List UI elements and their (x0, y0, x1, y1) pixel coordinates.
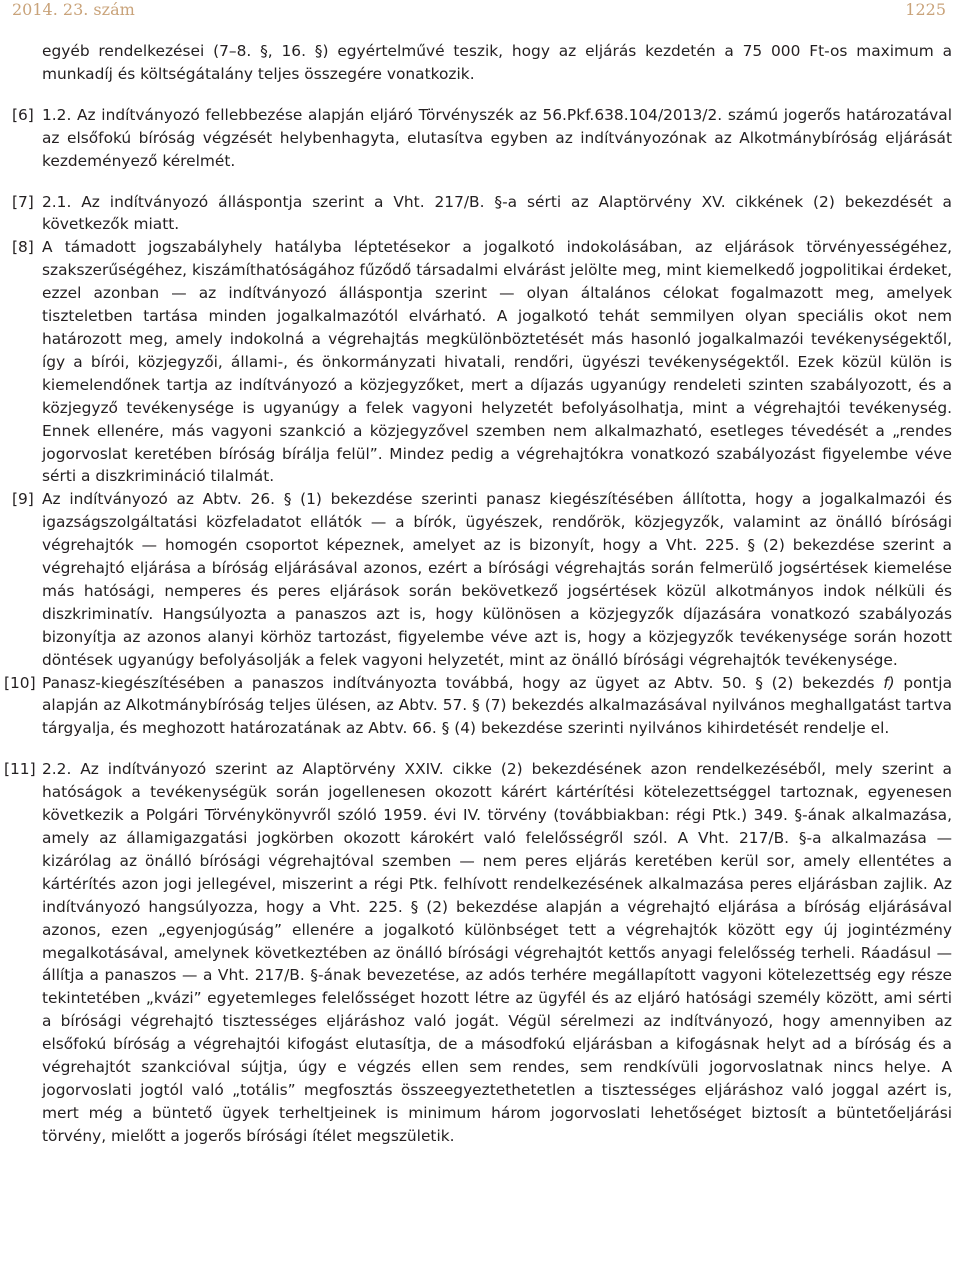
paragraph-number: [10] (4, 673, 36, 692)
paragraph-9 (0, 488, 960, 671)
paragraph-8 (0, 236, 960, 488)
paragraph-number: [9] (12, 490, 34, 509)
paragraph-7 (0, 191, 960, 237)
paragraph-6 (0, 104, 960, 173)
paragraph-text: 1.2. Az indítványozó fellebbezése alapján eljáró Törvényszék az 56.Pkf.638.104/2013/2. számú jogerős határozatával az elsőfokú bíróság végzését helybenhagyta, elutasítva egyben az indítványozónak az Alkotmánybíróság eljárását kezdeményező kérelmét. (42, 105, 952, 170)
document-body (0, 40, 960, 1148)
issue-label: 2014. 23. szám (12, 0, 135, 19)
paragraph-number: [8] (12, 238, 34, 257)
paragraph-text: 2.1. Az indítványozó álláspontja szerint a Vht. 217/B. §-a sérti az Alaptörvény XV. cikkének (2) bekezdését a következők miatt. (42, 192, 952, 234)
paragraph-text: Az indítványozó az Abtv. 26. § (1) bekezdése szerinti panasz kiegészítésében állította, hogy a jogalkalmazói és igazságszolgáltatási közfeladatot ellátók — a bírók, ügyészek, rendőrök, közjegyzők, valamint az önálló bírósági végrehajtók — homogén csoportot képeznek, amelyet az is bizonyít, hogy a Vht. 225. § (2) bekezdése szerint a végrehajtó eljárása a bíróság eljárásával azonos, ezért a bírósági végrehajtás során felmerülő jogsértések kiemelése más hatósági, nemperes és peres eljárások során bekövetkező jogsértések közül alkotmányos indok nélküli és diszkriminatív. Hangsúlyozta a panaszos azt is, hogy különösen a közjegyzők díjazására vonatkozó szabályozás bizonyítja az azonos alanyi körhöz tartozást, figyelembe véve azt is, hogy a közjegyzők tevékenysége során hozott döntések ugyanúgy befolyásolják a felek vagyoni helyzetét, mint az önálló bírósági végrehajtók tevékenysége. (42, 490, 952, 669)
intro-text: egyéb rendelkezései (7–8. §, 16. §) egyértelművé teszik, hogy az eljárás kezdetén a 75 000 Ft-os maximum a munkadíj és költségátalány teljes összegére vonatkozik. (42, 42, 952, 83)
paragraph-text-part: Panasz-kiegészítésében a panaszos indítványozta továbbá, hogy az ügyet az Abtv. 50. § (2) bekezdés (42, 673, 884, 692)
paragraph-number: [11] (4, 760, 36, 779)
paragraph-text-italic: f) (883, 673, 895, 692)
paragraph-text-part: pontja alapján az Alkotmánybíróság teljes ülésen, az Abtv. 57. § (7) bekezdés alkalmazásával nyilvános meghallgatást tartva tárgyalja, és meghozott határozatának az Abtv. 66. § (4) bekezdése szerinti nyilvános kihirdetését rendelje el. (42, 673, 952, 738)
paragraph-number: [6] (12, 105, 34, 124)
paragraph-11 (0, 758, 960, 1147)
paragraph-10 (0, 672, 960, 741)
paragraph-number: [7] (12, 192, 34, 211)
paragraph-text: A támadott jogszabályhely hatályba léptetésekor a jogalkotó indokolásában, az eljárások törvényességéhez, szakszerűségéhez, kiszámíthatóságához fűződő társadalmi elvárást jelölte meg, mint kiemelkedő jogpolitikai érdeket, ezzel azonban — az indítványozó álláspontja szerint — olyan általános célokat fogalmazott meg, amelyek tiszteletben tartása minden jogalkalmazótól elvárható. A jogalkotó tehát semmilyen olyan speciális okot nem határozott meg, amely indokolná a végrehajtás megkülönböztetését más hasonló jogalkalmazói tevékenységektől, így a bírói, közjegyzői, állami-, és önkormányzati hivatali, rendőri, ügyészi tevékenységektől. Ezek közül külön is kiemelendőnek tartja az indítványozó a közjegyzőket, mert a díjazás ugyanúgy rendeleti szinten szabályozott, és a közjegyző tevékenysége is ugyanúgy a felek vagyoni helyzetét befolyásolhatja, mint a végrehajtói tevékenység. Ennek ellenére, más vagyoni szankció a közjegyzővel szemben nem alkalmazható, esetleges tévedését a „rendes jogorvoslat keretében bíróság bírálja felül”. Mindez pedig a végrehajtókra vonatkozó szabályozást figyelembe véve sérti a diszkrimináció tilalmát. (42, 238, 952, 486)
page-header (0, 0, 960, 30)
page-number: 1225 (905, 0, 946, 19)
paragraph-text: 2.2. Az indítványozó szerint az Alaptörvény XXIV. cikke (2) bekezdésének azon rendelkezéséből, mely szerint a hatóságok a tevékenységük során jogellenesen okozott kárért kártérítési kötelezettséggel tartoznak, egyenesen következik a Polgári Törvénykönyvről szóló 1959. évi IV. törvény (továbbiakban: régi Ptk.) 349. §-ának alkalmazása, amely az államigazgatási jogkörben okozott károkért való felelősségről szól. A Vht. 217/B. §-a alkalmazása — kizárólag az önálló bírósági végrehajtóval szemben — nem peres eljárás keretében kerül sor, amely ellentétes a kártérítés azon jogi jellegével, miszerint a régi Ptk. felhívott rendelkezésének alkalmazása peres eljárásban zajlik. Az indítványozó hangsúlyozza, hogy a Vht. 225. § (2) bekezdése alapján a végrehajtó eljárása a bíróság eljárásával azonos, ezen „egyenjogúság” ellenére a jogalkotó különbséget tett a végrehajtók között egy új jogintézmény megalkotásával, amelynek következtében az önálló bírósági végrehajtót kettős anyagi felelősség terheli. Ráadásul — állítja a panaszos — a Vht. 217/B. §-ának bevezetése, az adós terhére megállapított vagyoni kötelezettség egy része tekintetében „kvázi” egyetemleges felelősséget hozott létre az ügyfél és az eljáró hatósági személy között, ami sérti a bírósági végrehajtó tisztességes eljáráshoz való jogát. Végül sérelmezi az indítványozó, hogy amennyiben az elsőfokú bíróság a végrehajtói kifogást elutasítja, de a másodfokú eljárásban a kifogásnak helyt ad a bíróság és a végrehajtót szankcióval sújtja, úgy e végzés ellen sem rendes, sem rendkívüli jogorvoslatnak nincs helye. A jogorvoslati jogtól való „totális” megfosztás összeegyeztethetetlen a tisztességes eljáráshoz való joggal azért is, mert még a büntető ügyek terheltjeinek is minimum három jogorvoslati lehetőséget biztosít a büntetőeljárási törvény, mielőtt a jogerős bírósági ítélet megszületik. (42, 760, 952, 1145)
